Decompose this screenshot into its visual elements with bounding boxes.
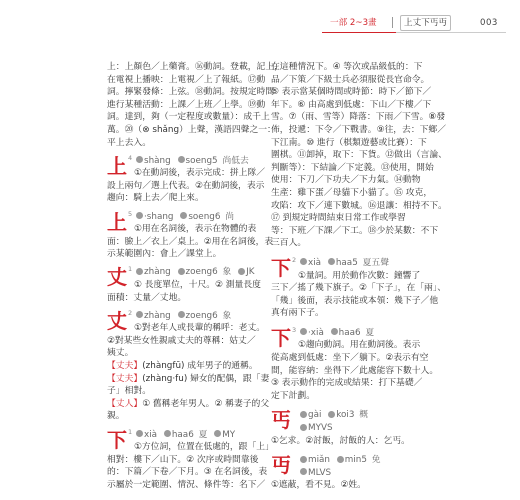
pinyin: miǎn [308,455,330,466]
definition-line: 趨向：騎上去／爬上來。 [107,193,204,204]
compound-term: 【丈夫】 [107,361,143,372]
definition-line: 「幾」後面，表示技能或本領：幾下子／他 [271,295,439,306]
homophone: 尚 [225,211,235,222]
cangjie-line [271,467,441,480]
headword: 丐 [271,408,291,433]
continued-definition-line: 佈，投遞：下令／下戰書。⑨往，去：下鄉／ [271,124,447,135]
jyutping: soeng6 [188,211,221,222]
continued-definition-line: 在電視上播映：上電視／上了報紙。⑰動 [107,74,266,85]
continued-definition-line: 判斷等）：下結論／下定義。⑬使用，開始 [271,162,434,173]
entry-zhang-2 [107,310,277,423]
jyutping-marker-icon [164,430,171,437]
reading-number: 1 [128,265,133,274]
cangjie-code: MLVS [308,467,332,478]
definition-line: 從高處到低處：坐下／躺下。②表示有空 [271,353,429,364]
entry-xia-3 [271,327,441,403]
jyutping: soeng5 [185,155,218,166]
jyutping-marker-icon [328,411,335,418]
headword: 下 [107,427,127,452]
definition-line: 相對：樓下／山下。② 次序或時間靠後 [107,454,259,465]
page-character-range: 上丈下丐丏 [400,15,451,31]
continued-definition-line: 進行某種活動：上課／上班／上學。⑲動 [107,99,266,110]
compound-definition: (zhàng·fu) 婦女的配偶，跟「妻 [142,373,270,384]
jyutping-marker-icon [328,258,335,265]
pinyin: zhàng [144,310,171,321]
homophone: 象 [222,310,232,321]
reading-number: 2 [128,308,133,317]
jyutping: koi3 [336,410,355,421]
compound-term: 【丈人】 [107,398,143,409]
cangjie-marker-icon [214,430,221,437]
reading-number: 5 [128,209,133,218]
jyutping: zoeng6 [185,267,218,278]
jyutping-marker-icon [178,311,185,318]
reading-number: 4 [128,153,133,162]
continued-definition-line: 攻陷：攻下／連下數城。⑯退讓：相持不下。 [271,200,447,211]
jyutping: min5 [344,455,367,466]
pinyin: ·shang [144,211,174,222]
page-number: 003 [480,18,498,28]
header-divider [392,17,393,28]
definition-line: 真有兩下子。 [271,308,324,319]
continued-definition-line: 平上去入。 [107,137,151,148]
header-rule-accent [322,32,396,33]
compound-line [107,373,277,386]
pinyin: shàng [144,155,171,166]
continued-definition-line: ⑤ 表示當某個時間或時節：時下／節下／ [271,87,432,98]
definition-line: ①遮蔽，看不見。②姓。 [271,480,366,491]
entry-header-line [271,454,441,467]
entry-header-line [271,257,441,270]
jyutping-marker-icon [331,328,338,335]
definition-line: ①在動詞後，表示完成：拼上隊／ [134,168,266,179]
cangjie-code: MY [222,429,236,440]
pinyin-marker-icon [300,456,307,463]
definition-line: 間，能容納：坐得下／此處能容下數十人。 [271,365,439,376]
definition-line: 三下／搖了幾下旗子。②「下子」，在「兩」、 [271,283,447,294]
homophone: 概 [359,410,369,421]
homophone: 尚低去 [222,155,249,166]
entry-xia-2 [271,255,447,320]
continued-definition-line: 品／下策／下級士兵必須服從長官命令。 [271,74,430,85]
entry-header-line [271,327,441,340]
radical-section-label: 一部 2~3畫 [330,18,377,28]
jyutping: haa6 [338,327,361,338]
definition-line: 面積：丈量／丈地。 [107,292,187,303]
continued-definition-line: 上：上顏色／上藥膏。⑯動詞。登載，記上， [107,62,283,72]
homophone: 免 [371,455,381,466]
jyutping: haa6 [171,429,194,440]
pinyin: ·xià [308,327,324,338]
continued-definition-line: 圍棋。⑪卸掉，取下：下貨。⑫做出（言論、 [271,150,447,161]
compound-line [107,398,277,411]
reading-number: 2 [292,255,297,264]
definition-line: ①量詞。用於動作次數：鐘響了 [298,270,421,281]
continued-definition-line: 在這種情況下。④ 等次或品級低的：下 [271,62,423,72]
definition-line: ①趨向動詞。用在動詞後。表示 [298,340,421,351]
cangjie-code: JK [246,267,255,278]
entry-header-line [107,155,277,168]
pinyin-marker-icon [300,328,307,335]
definition-line: 示屬於一定範圍、情況、條件等：名下／ [107,479,266,490]
jyutping-marker-icon [337,456,344,463]
entry-header-line [107,266,277,279]
homophone: 夏 [365,327,375,338]
definition-line: 的：下篇／下卷／下月。③ 在名詞後，表 [107,467,268,478]
compound-definition: 子」相對。 [107,386,151,397]
homophone: 象 [222,267,232,278]
left-column [107,61,283,492]
definition-line: ①乞求。②討飯，討飯的人：乞丐。 [271,435,410,446]
header-rule [396,32,506,33]
headword: 丏 [271,453,291,478]
entry-header-line [107,429,277,442]
entry-gai [271,409,441,447]
cangjie-marker-icon [238,268,245,275]
definition-line: ③ 表示動作的完成或結果：打下基礎／ [271,378,423,389]
headword: 丈 [107,308,127,333]
compound-definition: ① 舊稱老年男人。② 稱妻子的父 [142,398,270,409]
pinyin-marker-icon [136,156,143,163]
jyutping: haa5 [335,257,358,268]
jyutping-marker-icon [178,156,185,163]
entry-header-line [271,409,441,422]
reading-number: 1 [128,427,133,436]
headword: 下 [271,325,291,350]
cangjie-marker-icon [300,424,307,431]
homophone: 夏 [198,429,208,440]
definition-line: ①用在名詞後，表示在物體的表 [134,224,257,235]
continued-definition-line: 三百人。 [271,238,307,249]
continued-definition-line: 使用：下刀／下功夫／下力氣。⑭動物 [271,175,421,186]
entry-shang-4 [107,155,277,205]
definition-line: ①對老年人或長輩的稱呼：老丈。 [134,323,266,334]
continued-definition-line: 詞。達到，夠（一定程度或數量）：成千上 [107,112,270,123]
continued-definition-line: 等：下班／下課／下工。⑱少於某數：不下 [271,225,439,236]
headword: 上 [107,153,127,178]
right-column [271,61,447,492]
pinyin: zhàng [144,267,171,278]
pinyin-marker-icon [136,212,143,219]
continued-definition-line: 下江南。⑩ 進行（棋類遊藝或比賽）：下 [271,137,427,148]
continued-definition-line: 生產：雞下蛋／母貓下小貓了。⑮ 攻克， [271,187,433,198]
definition-line: 設上兩句／選上代表。②在動詞後，表示 [107,180,265,191]
pinyin: xià [308,257,322,268]
definition-line: 姨丈。 [107,348,134,359]
definition-line: ①方位詞，位置在低處的，跟「上」 [134,442,274,453]
pinyin-marker-icon [300,411,307,418]
entry-header-line [107,310,277,323]
pinyin-marker-icon [136,311,143,318]
definition-line: 定下計劃。 [271,390,315,401]
jyutping: zoeng6 [185,310,218,321]
headword: 下 [271,255,291,280]
headword: 上 [107,209,127,234]
continued-definition-line: ⑰ 到規定時間結束日常工作或學習 [271,213,406,224]
pinyin-marker-icon [136,268,143,275]
continued-definition-line: 詞。擰緊發條：上弦。⑱動詞。按規定時間 [107,87,275,98]
compound-definition: 親。 [107,411,125,422]
reading-number: 3 [292,325,297,334]
entry-mian [271,454,441,492]
entry-header-line [107,211,277,224]
pinyin-marker-icon [136,430,143,437]
continued-definition-line: 雪。⑦（雨、雪等）降落：下雨／下雪。⑧發 [271,112,446,123]
entry-shang-5 [107,211,277,261]
homophone: 夏五聲 [362,257,390,268]
definition-line: ① 長度單位，十尺。② 測量長度 [134,280,261,290]
definition-line: 示某範圍內：會上／課堂上。 [107,249,222,260]
headword: 丈 [107,265,127,290]
jyutping-marker-icon [180,212,187,219]
entry-xia-1 [107,429,277,492]
cangjie-marker-icon [300,468,307,475]
compound-term: 【丈夫】 [107,373,143,384]
running-header [322,14,506,32]
cangjie-line [271,422,441,435]
continued-definition-line: 年下。⑥ 由高處到低處：下山／下樓／下 [271,99,432,110]
compound-definition: (zhàngfū) 成年男子的通稱。 [142,361,258,372]
continued-definition-line: 萬。⑳（⊗ shǎng）上聲，漢語四聲之一： [107,124,276,135]
compound-line [107,360,277,373]
jyutping-marker-icon [178,268,185,275]
entry-zhang-1 [107,266,277,304]
definition-line: 面：臉上／衣上／桌上。②用在名詞後，表 [107,236,274,247]
pinyin: gài [308,410,322,421]
cangjie-code: MYVS [308,423,333,434]
definition-line: ②對某些女性親戚丈夫的尊稱：姑丈／ [107,335,256,346]
pinyin: xià [144,429,158,440]
pinyin-marker-icon [300,258,307,265]
